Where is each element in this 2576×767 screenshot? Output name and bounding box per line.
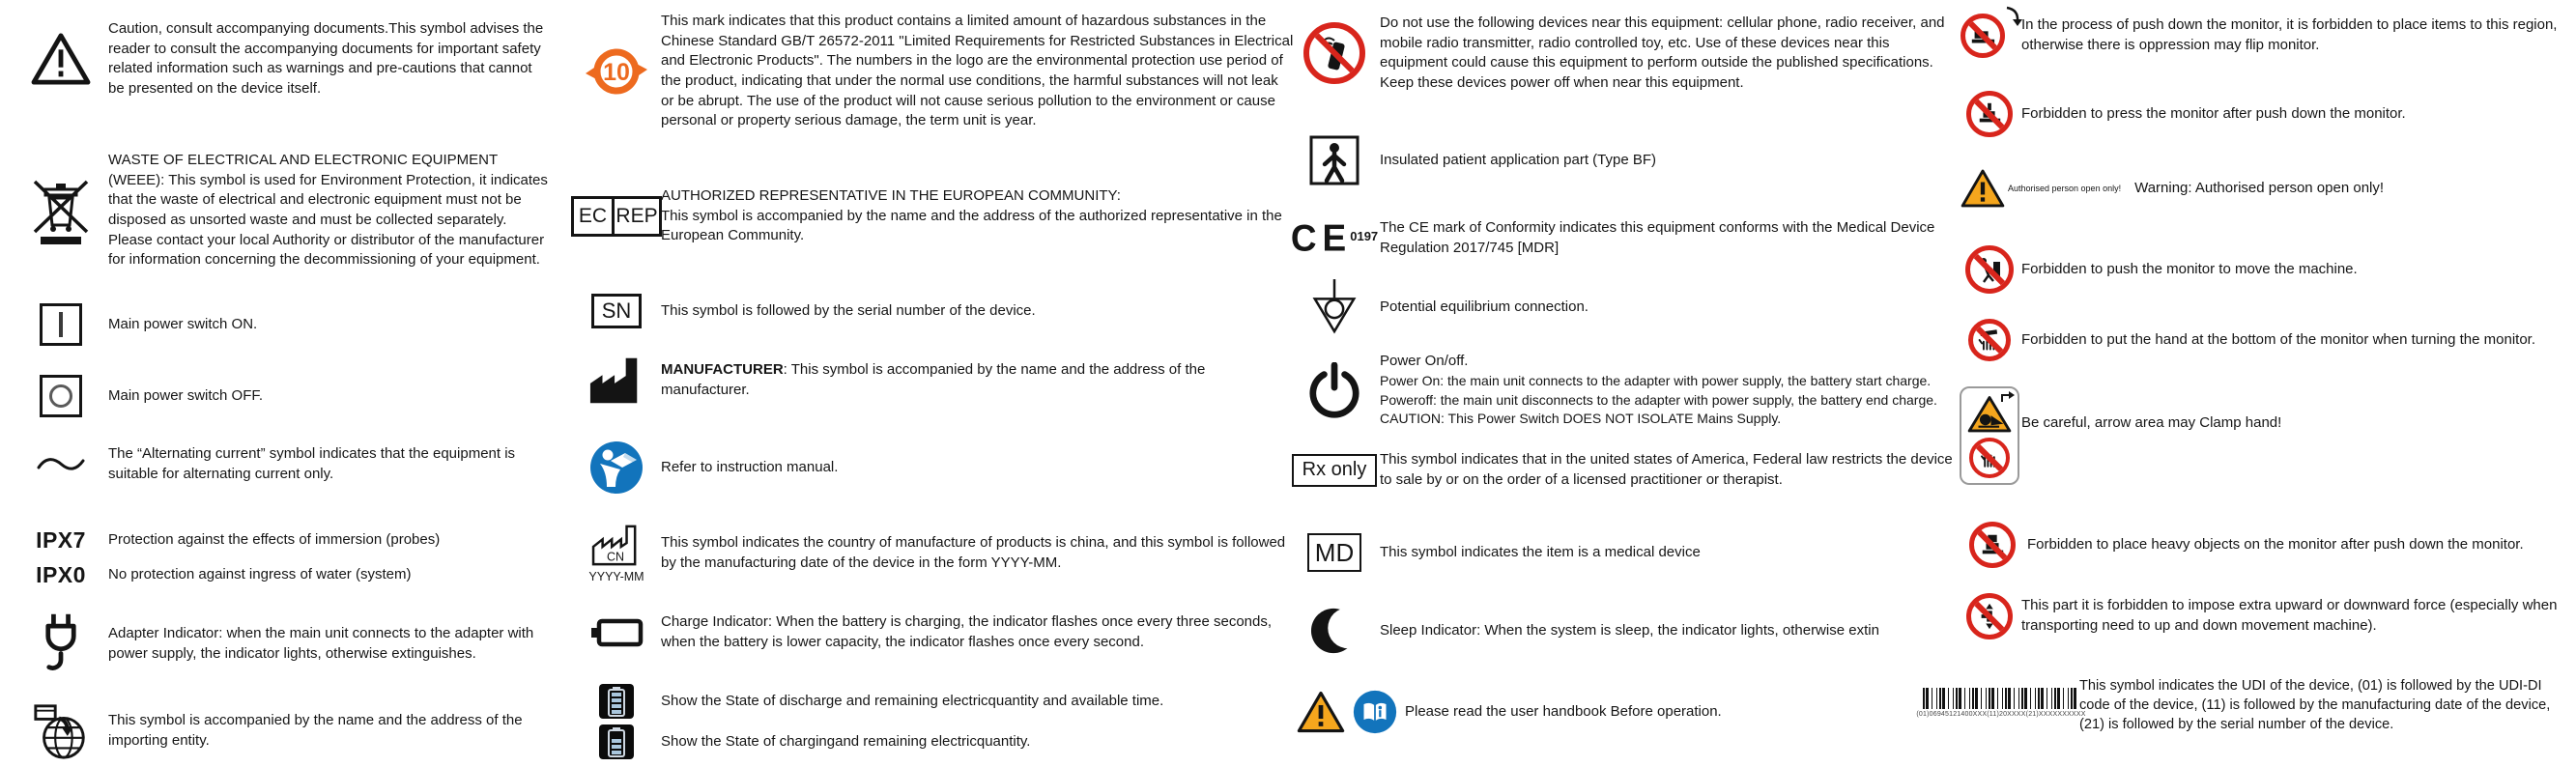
power-text-block xyxy=(1380,352,1965,429)
row-ac xyxy=(14,444,555,484)
ipx0-text: No protection against ingress of water (system) xyxy=(108,566,412,583)
ipx0-label: IPX0 xyxy=(36,562,86,587)
row-equipotential xyxy=(1289,278,1965,336)
udi-barcode-icon xyxy=(1916,688,2086,718)
row-type-bf xyxy=(1289,135,1965,185)
row-manufacturer xyxy=(572,355,1302,406)
row-udi xyxy=(1916,676,2576,734)
no-press-text: Forbidden to press the monitor after push down the monitor. xyxy=(2021,104,2406,122)
clamp-hand-composite-icon xyxy=(1958,386,2021,485)
row-flip-warning xyxy=(1958,14,2564,58)
row-authorized-only xyxy=(1958,168,2564,209)
row-importer xyxy=(14,701,555,761)
handbook-icon xyxy=(1353,690,1397,734)
flip-text: In the process of push down the monitor, it is forbidden to place items to this region, otherwise there is oppression may flip monitor. xyxy=(2021,16,2558,53)
sleep-text: Sleep Indicator: When the system is sleep, the indicator lights, otherwise extin xyxy=(1380,621,1879,639)
power-off-line: Poweroff: the main unit disconnects to the adapter with power supply, the battery end charge. xyxy=(1380,391,1937,408)
type-bf-icon xyxy=(1289,135,1380,185)
power-switch-on-icon xyxy=(14,303,108,346)
row-rx-only xyxy=(1289,450,1965,490)
ipx7-label: IPX7 xyxy=(36,527,86,553)
svg-text:CN: CN xyxy=(607,550,625,564)
type-bf-text: Insulated patient application part (Type BF) xyxy=(1380,151,1656,168)
manufacturer-text: MANUFACTURER: This symbol is accompanied by the name and the address of the manufacturer. xyxy=(661,361,1206,398)
handbook-text: Please read the user handbook Before operation. xyxy=(1405,702,1722,720)
row-adapter xyxy=(14,611,555,678)
row-caution xyxy=(14,19,555,99)
manufacturer-factory-icon xyxy=(572,355,661,406)
curved-arrow-icon xyxy=(2004,6,2023,27)
power-caution-line: CAUTION: This Power Switch DOES NOT ISOLATE Mains Supply. xyxy=(1380,411,1782,427)
no-cellphone-icon xyxy=(1289,22,1380,84)
refer-text: Refer to instruction manual. xyxy=(661,458,839,475)
weee-bin-icon xyxy=(14,176,108,245)
row-no-hand-bottom xyxy=(1958,319,2564,361)
country-of-manufacture-icon xyxy=(572,524,661,583)
md-text: This symbol indicates the item is a medical device xyxy=(1380,543,1701,560)
caution-triangle-icon xyxy=(14,32,108,86)
rx-only-icon: Rx only xyxy=(1289,454,1380,487)
authorized-warning-triangle-icon xyxy=(1958,168,2008,209)
ec-rep-icon: EC REP xyxy=(572,196,661,237)
rohs-text: This mark indicates that this product contains a limited amount of hazardous substances in the Chinese Standard GB/T 26572-2011 "Limited Requirements for Restricted Substances in Electrical and Electronic Products". The numbers in the logo are the environmental protection use period of the product, indicating that under the normal use conditions, the harmful substances will not leak or be abrupt. The use of the product will not cause serious pollution to the environment or cause personal or property serious damage, the term unit is year. xyxy=(661,13,1294,129)
row-charge-indicator xyxy=(572,612,1302,652)
authorized-text: Warning: Authorised person open only! xyxy=(2134,179,2385,196)
warning-triangle-icon xyxy=(1297,690,1345,734)
no-press-monitor-icon xyxy=(1958,91,2021,137)
charging-state-text: Show the State of chargingand remaining electricquantity. xyxy=(661,732,1031,750)
rx-only-text: This symbol indicates that in the united states of America, Federal law restricts the device to sale by or on the order of a licensed practitioner or therapist. xyxy=(1380,451,1953,488)
row-refer-manual xyxy=(572,440,1302,495)
row-md xyxy=(1289,533,1965,572)
ipx7-text: Protection against the effects of immersion (probes) xyxy=(108,531,441,549)
row-clamp-hand xyxy=(1958,386,2564,485)
charge-text: Charge Indicator: When the battery is charging, the indicator flashes once every three seconds, when the battery is lower capacity, the indicator flashes once every second. xyxy=(661,613,1273,650)
no-cellphone-text: Do not use the following devices near this equipment: cellular phone, radio receiver, and mobile radio transmitter, radio controlled toy, etc. Use of these devices near this equipment could cause this equipment to perform outside the published specifications. Keep these devices power off when near this equipment. xyxy=(1380,14,1945,92)
alternating-current-icon xyxy=(14,455,108,474)
no-hand-bottom-text: Forbidden to put the hand at the bottom of the monitor when turning the monitor. xyxy=(2021,330,2536,348)
refer-to-manual-icon xyxy=(572,440,661,495)
weee-text: WASTE OF ELECTRICAL AND ELECTRONIC EQUIPMENT (WEEE): This symbol is used for Environment Protection, it indicates that the waste of electrical and electronic equipment must not be disposed as unsorted waste and must be collected separately. Please contact your local Authority or distributor of the manufacturer for information concerning the decommissioning of your equipment. xyxy=(108,152,548,269)
importer-text: This symbol is accompanied by the name and the address of the importing entity. xyxy=(108,712,523,749)
serial-number-icon: SN xyxy=(572,294,661,328)
row-ipx7 xyxy=(14,527,555,554)
no-push-monitor-icon xyxy=(1958,245,2021,294)
battery-outline-icon xyxy=(572,618,661,647)
svg-text:10: 10 xyxy=(603,59,630,87)
row-charging-state xyxy=(572,724,1302,759)
row-switch-on xyxy=(14,303,555,346)
row-sleep xyxy=(1289,605,1965,657)
row-sn xyxy=(572,294,1302,328)
no-push-text: Forbidden to push the monitor to move the machine. xyxy=(2021,260,2358,277)
sn-text: This symbol is followed by the serial number of the device. xyxy=(661,301,1036,319)
importer-globe-icon xyxy=(14,701,108,761)
no-place-items-icon xyxy=(1958,14,2021,58)
ce-text: The CE mark of Conformity indicates this equipment conforms with the Medical Device Regulation 2017/745 [MDR] xyxy=(1380,219,1935,256)
row-switch-off xyxy=(14,375,555,417)
no-hand-under-monitor-icon xyxy=(1958,319,2021,361)
ce-mark-icon: CE 0197 xyxy=(1290,217,1379,260)
row-ecrep xyxy=(572,186,1302,246)
discharge-state-text: Show the State of discharge and remaining electricquantity and available time. xyxy=(661,692,1164,709)
row-no-heavy-objects xyxy=(1958,522,2564,568)
ecrep-text: This symbol is accompanied by the name and the address of the authorized representative in the European Community. xyxy=(661,207,1282,244)
no-vertical-force-icon xyxy=(1958,593,2021,639)
power-title: Power On/off. xyxy=(1380,353,1469,369)
handbook-icons xyxy=(1289,690,1405,734)
row-ipx0 xyxy=(14,562,555,588)
rohs-epup-icon xyxy=(572,43,661,100)
sleep-moon-icon xyxy=(1289,605,1380,657)
row-read-handbook xyxy=(1289,690,1965,734)
ecrep-text-block xyxy=(661,186,1294,246)
udi-text: This symbol indicates the UDI of the device, (01) is followed by the UDI-DI code of the device, (11) is followed by the manufacturing date of the device, (21) is followed by the serial number of the device. xyxy=(2079,678,2551,733)
manufacturer-label: MANUFACTURER xyxy=(661,361,784,379)
ac-text: The “Alternating current” symbol indicates that the equipment is suitable for alternating current only. xyxy=(108,445,516,482)
arrow-right-icon xyxy=(2000,390,2016,404)
clamp-text: Be careful, arrow area may Clamp hand! xyxy=(2021,414,2282,431)
row-origin xyxy=(572,524,1302,583)
adapter-plug-icon xyxy=(14,611,108,678)
switch-on-text: Main power switch ON. xyxy=(108,315,258,332)
medical-device-icon: MD xyxy=(1289,533,1380,572)
row-discharge-state xyxy=(572,684,1302,719)
battery-charging-state-icon xyxy=(572,724,661,759)
equipotential-icon xyxy=(1289,278,1380,336)
row-power-onoff xyxy=(1289,352,1965,429)
origin-text: This symbol indicates the country of manufacture of products is china, and this symbol is followed by the manufacturing date of the device in the form YYYY-MM. xyxy=(661,534,1286,571)
row-no-cellphone xyxy=(1289,14,1965,94)
row-weee xyxy=(14,151,555,270)
origin-date-format: YYYY-MM xyxy=(588,570,644,583)
row-no-press xyxy=(1958,91,2564,137)
row-no-push xyxy=(1958,245,2564,294)
no-force-text: This part it is forbidden to impose extra upward or downward force (especially when transporting need to up and down movement machine). xyxy=(2021,597,2558,634)
row-ce-mark xyxy=(1289,218,1965,258)
power-switch-off-icon xyxy=(14,375,108,417)
udi-barcode-caption: (01)06945121400XXX(11)20XXXX(21)XXXXXXXXXX xyxy=(1916,711,2086,718)
row-no-force xyxy=(1958,593,2564,639)
power-button-icon xyxy=(1289,362,1380,418)
battery-discharge-state-icon xyxy=(572,684,661,719)
row-rohs xyxy=(572,12,1302,131)
ecrep-title: AUTHORIZED REPRESENTATIVE IN THE EUROPEAN COMMUNITY: xyxy=(661,187,1121,204)
caution-text: Caution, consult accompanying documents.This symbol advises the reader to consult the accompanying documents for important safety related information such as warnings and pre-cautions that cannot be presented on the device itself. xyxy=(108,20,544,98)
adapter-text: Adapter Indicator: when the main unit connects to the adapter with power supply, the indicator lights, otherwise extinguishes. xyxy=(108,625,534,662)
equipotential-text: Potential equilibrium connection. xyxy=(1380,298,1589,315)
no-heavy-objects-icon xyxy=(1958,522,2027,568)
power-on-line: Power On: the main unit connects to the adapter with power supply, the battery start charge. xyxy=(1380,372,1932,388)
switch-off-text: Main power switch OFF. xyxy=(108,386,264,404)
authorized-caption: Authorised person open only! xyxy=(2008,184,2122,193)
no-hand-icon xyxy=(1969,438,2010,478)
no-heavy-objects-text: Forbidden to place heavy objects on the monitor after push down the monitor. xyxy=(2027,535,2524,553)
